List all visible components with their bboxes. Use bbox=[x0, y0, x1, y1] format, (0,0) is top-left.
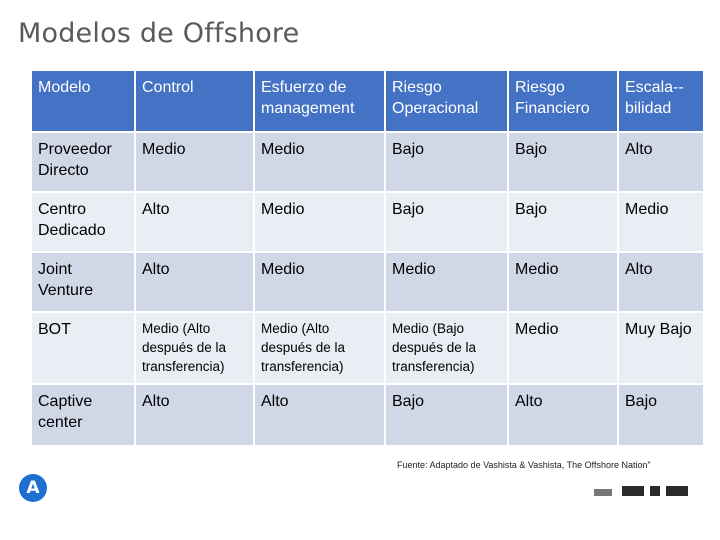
table-cell: Medio bbox=[254, 252, 385, 312]
table-cell: Medio bbox=[135, 132, 254, 192]
table-cell: Medio bbox=[385, 252, 508, 312]
page-title: Modelos de Offshore bbox=[18, 18, 300, 49]
table-cell: Joint Venture bbox=[31, 252, 135, 312]
table-cell: Alto bbox=[135, 384, 254, 446]
table-cell: Bajo bbox=[618, 384, 704, 446]
table-cell: Alto bbox=[135, 252, 254, 312]
header-cell-escalabilidad: Escala--bilidad bbox=[618, 70, 704, 132]
source-citation: Fuente: Adaptado de Vashista & Vashista, The Offshore Nation” bbox=[397, 460, 651, 470]
table-cell: Bajo bbox=[508, 192, 618, 252]
table-row bbox=[31, 132, 704, 192]
table-row bbox=[31, 252, 704, 312]
table-cell: Alto bbox=[618, 252, 704, 312]
brand-badge: A bbox=[19, 474, 47, 502]
table-header-row bbox=[31, 70, 704, 132]
table-cell: Medio bbox=[508, 252, 618, 312]
table-cell: Proveedor Directo bbox=[31, 132, 135, 192]
offshore-models-table bbox=[30, 69, 705, 447]
table-cell: Alto bbox=[508, 384, 618, 446]
table-cell: BOT bbox=[31, 312, 135, 384]
table-row bbox=[31, 384, 704, 446]
table-cell: Medio (Bajo después de la transferencia) bbox=[385, 312, 508, 384]
table-cell: Bajo bbox=[385, 192, 508, 252]
table-cell: Medio (Alto después de la transferencia) bbox=[135, 312, 254, 384]
table-cell: Bajo bbox=[385, 384, 508, 446]
table-row bbox=[31, 192, 704, 252]
header-cell-modelo: Modelo bbox=[31, 70, 135, 132]
table-cell: Medio bbox=[254, 132, 385, 192]
bid-logo-fragment bbox=[594, 486, 690, 496]
table-cell: Medio bbox=[254, 192, 385, 252]
header-cell-riesgo-operacional: Riesgo Operacional bbox=[385, 70, 508, 132]
table-cell: Alto bbox=[135, 192, 254, 252]
table-cell: Medio (Alto después de la transferencia) bbox=[254, 312, 385, 384]
header-cell-esfuerzo: Esfuerzo de management bbox=[254, 70, 385, 132]
header-cell-riesgo-financiero: Riesgo Financiero bbox=[508, 70, 618, 132]
table-cell: Bajo bbox=[508, 132, 618, 192]
table-cell: Bajo bbox=[385, 132, 508, 192]
table-cell: Muy Bajo bbox=[618, 312, 704, 384]
table-cell: Alto bbox=[254, 384, 385, 446]
table-row bbox=[31, 312, 704, 384]
table-cell: Medio bbox=[508, 312, 618, 384]
table-cell: Centro Dedicado bbox=[31, 192, 135, 252]
table-cell: Medio bbox=[618, 192, 704, 252]
table-cell: Alto bbox=[618, 132, 704, 192]
header-cell-control: Control bbox=[135, 70, 254, 132]
table-cell: Captive center bbox=[31, 384, 135, 446]
